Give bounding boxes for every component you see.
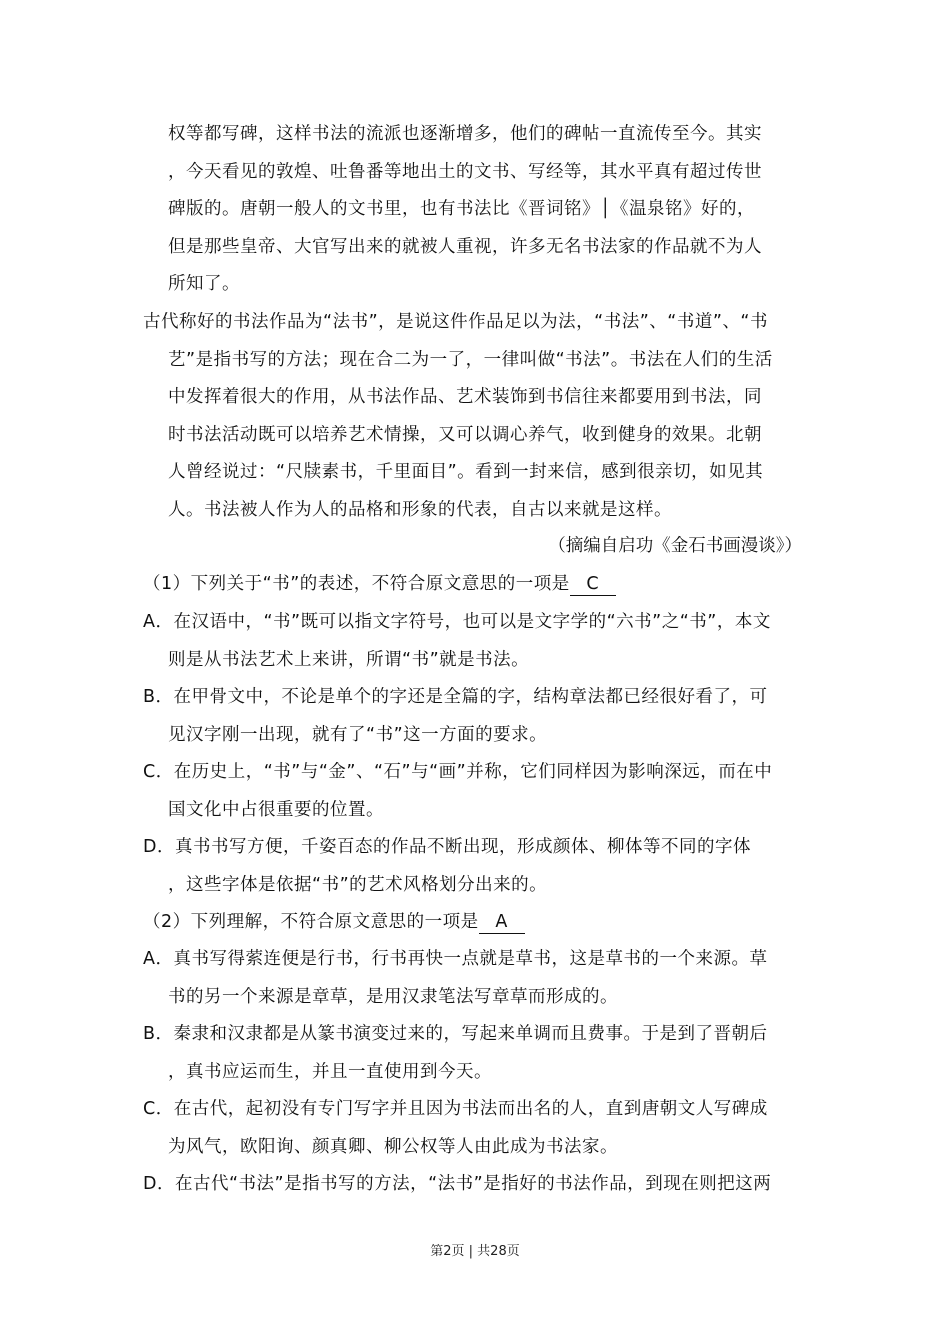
text-line: 人。书法被人作为人的品格和形象的代表，自古以来就是这样。 bbox=[168, 499, 672, 520]
option-line: 则是从书法艺术上来讲，所谓“书”就是书法。 bbox=[168, 649, 530, 670]
option-line: ，这些字体是依据“书”的艺术风格划分出来的。 bbox=[168, 874, 548, 895]
option-line: D．真书书写方便，千姿百态的作品不断出现，形成颜体、柳体等不同的字体 bbox=[143, 837, 751, 857]
passage-paragraph-2 bbox=[143, 304, 811, 529]
option-line: 为风气，欧阳询、颜真卿、柳公权等人由此成为书法家。 bbox=[168, 1136, 618, 1157]
question-1-option-c bbox=[143, 754, 811, 829]
option-line: B．秦隶和汉隶都是从篆书演变过来的，写起来单调而且费事。于是到了晋朝后 bbox=[143, 1024, 768, 1044]
option-line: A．在汉语中，“书”既可以指文字符号，也可以是文字学的“六书”之“书”，本文 bbox=[143, 612, 771, 632]
text-line: 艺”是指书写的方法；现在合二为一了，一律叫做“书法”。书法在人们的生活 bbox=[168, 349, 773, 370]
option-line: A．真书写得萦连便是行书，行书再快一点就是草书，这是草书的一个来源。草 bbox=[143, 949, 768, 969]
question-2-option-d bbox=[143, 1166, 811, 1204]
passage-source: （摘编自启功《金石书画漫谈》） bbox=[548, 536, 802, 556]
text-line: 但是那些皇帝、大官写出来的就被人重视，许多无名书法家的作品就不为人 bbox=[168, 236, 762, 257]
text-line: 古代称好的书法作品为“法书”，是说这件作品足以为法，“书法”、“书道”、“书 bbox=[143, 312, 768, 332]
answer-blank: A bbox=[479, 911, 525, 934]
page-footer: 第2页 | 共28页 bbox=[430, 1244, 520, 1259]
option-line: C．在历史上，“书”与“金”、“石”与“画”并称，它们同样因为影响深远，而在中 bbox=[143, 762, 773, 782]
option-line: D．在古代“书法”是指书写的方法，“法书”是指好的书法作品，到现在则把这两 bbox=[143, 1174, 772, 1194]
text-line: ，今天看见的敦煌、吐鲁番等地出土的文书、写经等，其水平真有超过传世 bbox=[168, 161, 762, 182]
question-1-stem bbox=[143, 566, 811, 604]
option-line: ，真书应运而生，并且一直使用到今天。 bbox=[168, 1061, 492, 1082]
question-2-option-b bbox=[143, 1016, 811, 1091]
passage-paragraph-1 bbox=[168, 116, 811, 304]
text-line: 中发挥着很大的作用，从书法作品、艺术装饰到书信往来都要用到书法，同 bbox=[168, 387, 762, 407]
answer-blank: C bbox=[570, 573, 616, 596]
question-2-stem bbox=[143, 904, 811, 942]
question-stem-text: （2）下列理解，不符合原文意思的一项是 bbox=[143, 912, 479, 932]
option-line: B．在甲骨文中，不论是单个的字还是全篇的字，结构章法都已经很好看了，可 bbox=[143, 687, 768, 707]
text-line: 权等都写碑，这样书法的流派也逐渐增多，他们的碑帖一直流传至今。其实 bbox=[168, 124, 762, 144]
question-1-option-b bbox=[143, 679, 811, 754]
question-2-option-a bbox=[143, 941, 811, 1016]
option-line: 国文化中占很重要的位置。 bbox=[168, 799, 384, 820]
option-line: 见汉字刚一出现，就有了“书”这一方面的要求。 bbox=[168, 724, 548, 745]
option-line: C．在古代，起初没有专门写字并且因为书法而出名的人，直到唐朝文人写碑成 bbox=[143, 1099, 768, 1119]
text-line: 所知了。 bbox=[168, 274, 240, 294]
question-2-option-c bbox=[143, 1091, 811, 1166]
text-line: 时书法活动既可以培养艺术情操，又可以调心养气，收到健身的效果。北朝 bbox=[168, 424, 762, 445]
option-line: 书的另一个来源是章草，是用汉隶笔法写章草而形成的。 bbox=[168, 986, 618, 1007]
text-line: 碑版的。唐朝一般人的文书里，也有书法比《晋词铭》│《温泉铭》好的， bbox=[168, 199, 756, 219]
question-1-option-d bbox=[143, 829, 811, 904]
question-1-option-a bbox=[143, 604, 811, 679]
text-line: 人曾经说过：“尺牍素书，千里面目”。看到一封来信，感到很亲切，如见其 bbox=[168, 462, 764, 482]
question-stem-text: （1）下列关于“书”的表述，不符合原文意思的一项是 bbox=[143, 574, 570, 594]
